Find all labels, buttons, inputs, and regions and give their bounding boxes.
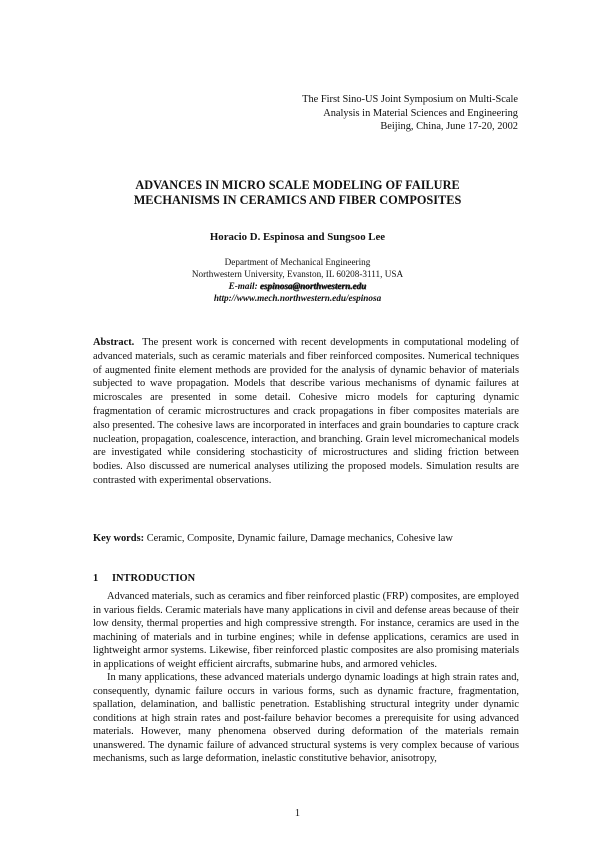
keywords-text: Ceramic, Composite, Dynamic failure, Damage mechanics, Cohesive law: [146, 533, 453, 544]
page-number: 1: [294, 808, 301, 819]
paragraph: Advanced materials, such as ceramics and fiber reinforced plastic (FRP) composites, are employed in various fields. Ceramic materials have many applications in civil and defense areas because of their low density, thermal properties and high compressive strength. For instance, ceramics are used in the machining of materials and in turbine engines; while in defense applications, ceramics are used in lightweight armor systems. Likewise, fiber reinforced plastic composites are also promising materials in applications of weight efficient aircrafts, submarine hubs, and armored vehicles.: [93, 591, 519, 670]
keywords: [93, 532, 519, 546]
title-line: MECHANISMS IN CERAMICS AND FIBER COMPOSITES: [133, 193, 462, 207]
section-title: INTRODUCTION: [112, 573, 196, 584]
email-line: [92, 280, 503, 292]
symposium-header: [198, 93, 518, 134]
paragraph: In many applications, these advanced materials undergo dynamic loadings at high strain rates and, consequently, dynamic failure occurs in various forms, such as dynamic fracture, fragmentation, spallation, delamination, and ballistic penetration. Establishing structural integrity under dynamic conditions at high strain rates and post-failure behavior becomes a prerequisite for using advanced materials. However, many phenomena observed during deformation of the materials remain unanswered. The dynamic failure of advanced structural systems is very complex because of various mechanisms, such as large deformation, inelastic constitutive behavior, anisotropy,: [93, 672, 519, 764]
section-heading: [93, 573, 195, 584]
symposium-line: The First Sino-US Joint Symposium on Multi-Scale: [302, 94, 518, 105]
abstract: [93, 336, 519, 488]
email-link[interactable]: espinosa@northwestern.edu: [259, 281, 367, 291]
authors: Horacio D. Espinosa and Sungsoo Lee: [209, 231, 386, 243]
institution: Northwestern University, Evanston, IL 60208-3111, USA: [191, 269, 404, 279]
affiliation: [92, 256, 503, 304]
website-link[interactable]: http://www.mech.northwestern.edu/espinosa: [213, 293, 382, 303]
section-body: [93, 590, 519, 766]
section-number: 1: [93, 573, 99, 584]
keywords-label: Key words:: [93, 533, 145, 544]
abstract-label: Abstract.: [93, 337, 135, 348]
abstract-text: The present work is concerned with recent developments in computational modeling of advanced materials, such as ceramic materials and fiber reinforced composites. Numerical techniques of augmented finite element methods are provided for the analysis of dynamic behavior of materials subjected to wave propagation. Models that describe various mechanisms of dynamic failures at microscales are presented in some detail. Cohesive micro models for capturing dynamic fragmentation of ceramic microstructures and crack propagations in fiber composites materials are also presented. The cohesive laws are incorporated in interfaces and grain boundaries to capture crack nucleation, propagation, coalescence, interaction, and branching. Grain level micromechanical models are investigated while considering stochasticity of microstructures and sliding friction between bodies. Also discussed are numerical analyses utilizing the proposed models. Simulation results are contrasted with experimental observations.: [93, 337, 519, 486]
symposium-line: Beijing, China, June 17-20, 2002: [380, 121, 518, 132]
department: Department of Mechanical Engineering: [224, 257, 371, 267]
symposium-line: Analysis in Material Sciences and Engineering: [323, 107, 518, 119]
title-line: ADVANCES IN MICRO SCALE MODELING OF FAILURE: [135, 178, 460, 192]
email-label: E-mail:: [228, 281, 260, 291]
paper-title: [92, 178, 503, 208]
